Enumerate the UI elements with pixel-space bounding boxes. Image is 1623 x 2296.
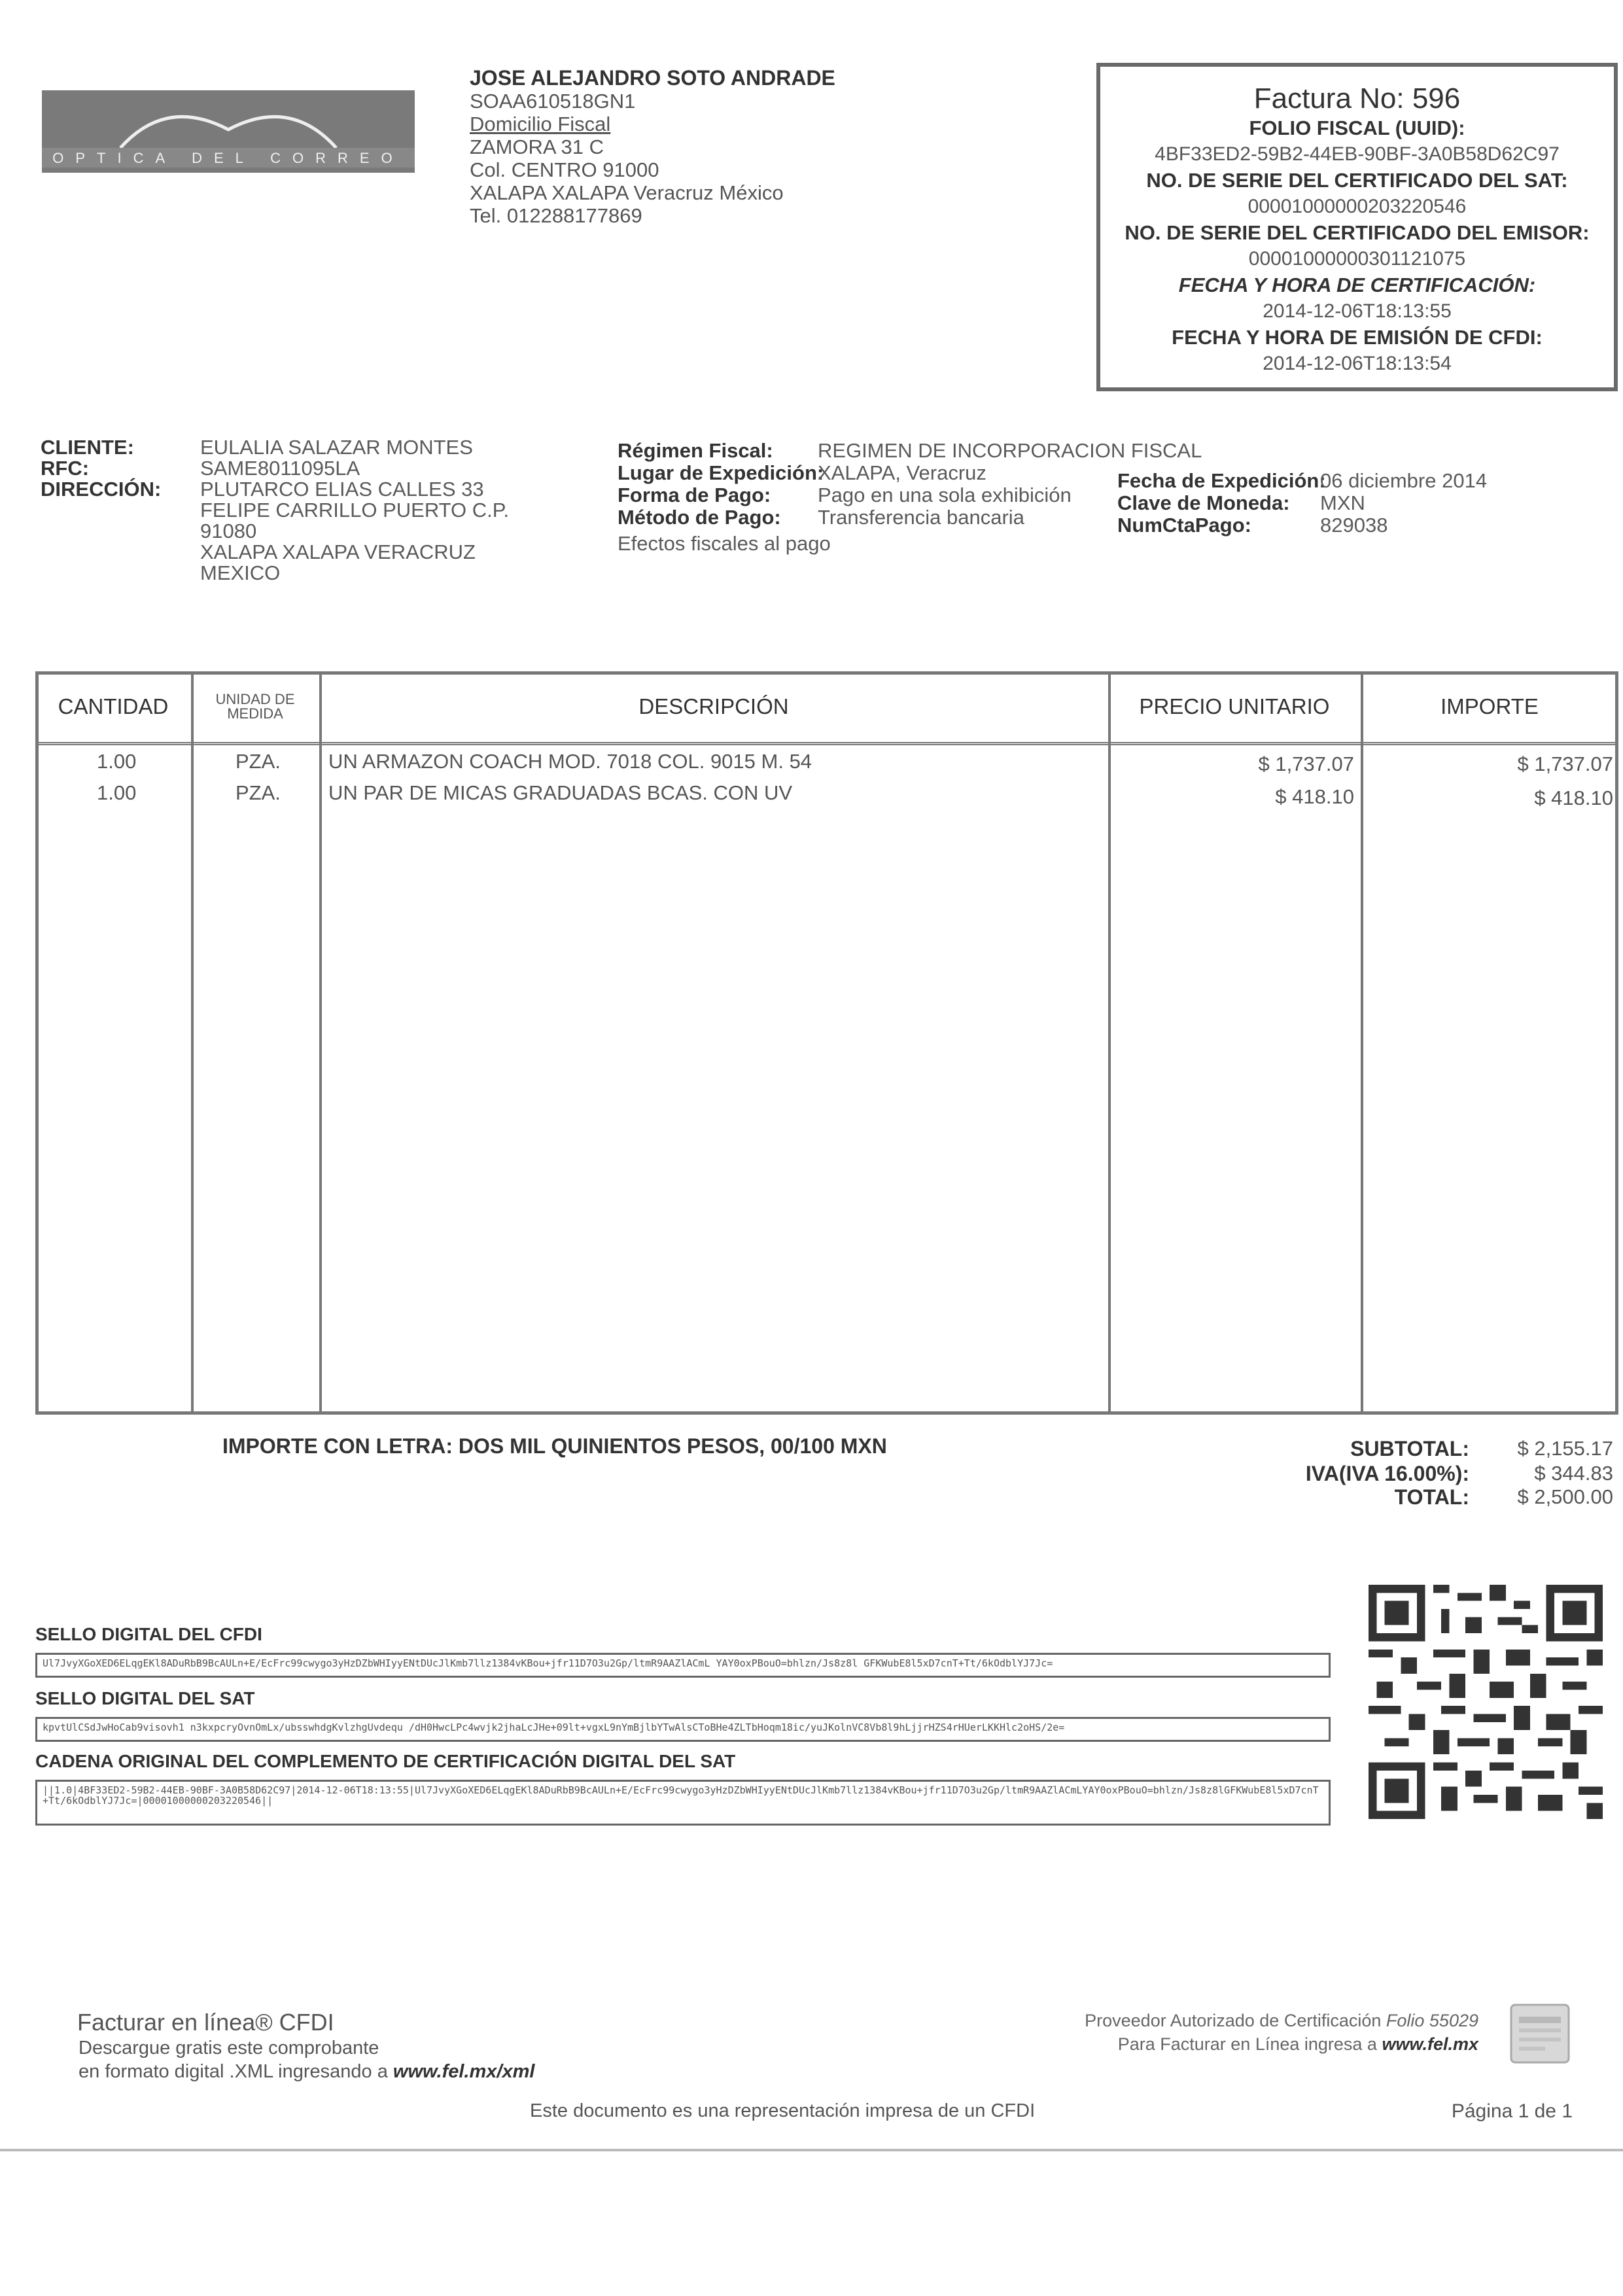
- cadena-box: ||1.0|4BF33ED2-59B2-44EB-90BF-3A0B58D62C97|2014-12-06T18:13:55|Ul7JvyXGoXED6ELqgEKl8ADuRbB9BcAULn+E/EcFrc99cwygo3yHzDZbWHIyyENtDUcJlKmb7llz1384vKBou+jfr11D7O3u2Gp/ltmR9AAZlACmLYAY0oxPBouO=bhlzn/Js8z8lGFKWubE8l5xD7cnT+Tt/6kOdblYJ7Jc=|00001000000203220546||: [35, 1780, 1331, 1826]
- footer-xml-link[interactable]: www.fel.mx/xml: [393, 2061, 535, 2082]
- cuenta-value: 829038: [1320, 514, 1388, 537]
- fecha-emision-value: 2014-12-06T18:13:54: [1263, 353, 1452, 374]
- footer-desc-line2: [79, 2060, 534, 2083]
- metodo-label: Método de Pago:: [618, 506, 781, 529]
- col-divider: [1361, 671, 1363, 1415]
- letra-value: DOS MIL QUINIENTOS PESOS, 00/100 MXN: [458, 1434, 887, 1458]
- letra-label: IMPORTE CON LETRA:: [222, 1434, 453, 1458]
- iva-value: $ 344.83: [1534, 1462, 1613, 1485]
- header-divider: [35, 742, 1618, 745]
- header-importe: IMPORTE: [1440, 694, 1539, 718]
- col-divider: [1108, 671, 1111, 1415]
- client-values: [200, 437, 509, 584]
- importe-letra: [222, 1434, 887, 1458]
- iva-label: IVA(IVA 16.00%):: [1305, 1462, 1469, 1485]
- fecha-cert-label: FECHA Y HORA DE CERTIFICACIÓN:: [1178, 274, 1536, 296]
- regimen-value: REGIMEN DE INCORPORACION FISCAL: [818, 439, 1202, 462]
- moneda-value: MXN: [1320, 491, 1365, 514]
- domicilio-label: Domicilio Fiscal: [470, 113, 611, 135]
- total-label: TOTAL:: [1394, 1485, 1469, 1509]
- folio-label: FOLIO FISCAL (UUID):: [1249, 116, 1465, 139]
- cliente-name: EULALIA SALAZAR MONTES: [200, 436, 473, 459]
- cert-sat-value: 00001000000203220546: [1248, 196, 1467, 217]
- subtotal-label: SUBTOTAL:: [1350, 1437, 1469, 1460]
- footer-brand: Facturar en línea® CFDI: [77, 2009, 334, 2036]
- issuer-block: [470, 67, 835, 227]
- provider-link[interactable]: www.fel.mx: [1382, 2034, 1478, 2054]
- row2-cantidad: 1.00: [97, 781, 137, 804]
- issuer-name: JOSE ALEJANDRO SOTO ANDRADE: [470, 66, 835, 90]
- client-dir-line2: FELIPE CARRILLO PUERTO C.P.: [200, 499, 510, 521]
- row1-cantidad: 1.00: [97, 750, 137, 773]
- row1-unidad: PZA.: [236, 750, 281, 773]
- subtotal-value: $ 2,155.17: [1517, 1437, 1613, 1460]
- client-dir-line4: XALAPA XALAPA VERACRUZ: [200, 540, 476, 563]
- direccion-label: DIRECCIÓN:: [41, 478, 162, 501]
- row1-precio: $ 1,737.07: [1258, 752, 1354, 775]
- fecha-exp-value: 06 diciembre 2014: [1320, 469, 1488, 492]
- page-number: Página 1 de 1: [1451, 2100, 1573, 2122]
- col-divider: [319, 671, 322, 1415]
- footer-desc-line1: Descargue gratis este comprobante: [79, 2038, 379, 2058]
- items-table: [35, 671, 1618, 1415]
- sello-sat-label: SELLO DIGITAL DEL SAT: [35, 1688, 255, 1708]
- footer-note: Este documento es una representación impresa de un CFDI: [530, 2100, 1036, 2121]
- provider-text2: Para Facturar en Línea ingresa a: [1117, 2034, 1382, 2054]
- footer-desc-text: en formato digital .XML ingresando a: [79, 2061, 393, 2082]
- header-unidad: UNIDAD DE MEDIDA: [215, 691, 295, 722]
- qr-code-icon: [1369, 1585, 1603, 1819]
- row1-descripcion: UN ARMAZON COACH MOD. 7018 COL. 9015 M. 54: [328, 750, 812, 773]
- sello-sat-box: kpvtUlCSdJwHoCab9visovh1 n3kxpcryOvnOmLx/ubsswhdgKvlzhgUvdequ /dH0HwcLPc4wvjk2jhaLcJHe+09lt+vgxL9nYmBjlbYTwAlsCToBHe4ZLTbHoqm18ic/yuJKolnVC8Vb8l9hLjjrHZS4rHUerLKKHlc2oHS/2e=: [35, 1717, 1331, 1742]
- client-rfc: SAME8011095LA: [200, 457, 360, 480]
- invoice-info-box: [1096, 63, 1618, 391]
- issuer-city: XALAPA XALAPA Veracruz México: [470, 181, 784, 204]
- provider-text: Proveedor Autorizado de Certificación: [1085, 2011, 1386, 2030]
- forma-label: Forma de Pago:: [618, 484, 771, 506]
- cliente-label: CLIENTE:: [41, 436, 134, 459]
- fecha-cert-value: 2014-12-06T18:13:55: [1263, 300, 1452, 322]
- cert-sat-label: NO. DE SERIE DEL CERTIFICADO DEL SAT:: [1146, 169, 1568, 192]
- issuer-tel: Tel. 012288177869: [470, 204, 642, 227]
- header-precio: PRECIO UNITARIO: [1139, 694, 1330, 718]
- sello-cfdi-label: SELLO DIGITAL DEL CFDI: [35, 1624, 262, 1644]
- client-dir-line5: MEXICO: [200, 561, 281, 584]
- efectos-text: Efectos fiscales al pago: [618, 532, 831, 555]
- lugar-label: Lugar de Expedición:: [618, 461, 824, 484]
- client-labels: [41, 437, 161, 500]
- row2-descripcion: UN PAR DE MICAS GRADUADAS BCAS. CON UV: [328, 781, 793, 804]
- logo-text: OPTICA DEL CORREO: [52, 150, 404, 166]
- metodo-value: Transferencia bancaria: [818, 506, 1024, 529]
- invoice-title: Factura No: 596: [1253, 82, 1461, 115]
- footer-provider-line1: [981, 2009, 1478, 2032]
- fecha-exp-label: Fecha de Expedición:: [1117, 469, 1326, 492]
- row2-importe: $ 418.10: [1534, 786, 1613, 809]
- moneda-label: Clave de Moneda:: [1117, 491, 1290, 514]
- cadena-label: CADENA ORIGINAL DEL COMPLEMENTO DE CERTIFICACIÓN DIGITAL DEL SAT: [35, 1751, 736, 1771]
- cert-emisor-value: 00001000000301121075: [1248, 248, 1466, 270]
- sat-seal-icon: [1509, 2002, 1571, 2065]
- client-dir-line1: PLUTARCO ELIAS CALLES 33: [200, 478, 484, 501]
- lugar-value: XALAPA, Veracruz: [818, 461, 986, 484]
- client-dir-line3: 91080: [200, 520, 257, 542]
- issuer-colonia: Col. CENTRO 91000: [470, 158, 659, 181]
- footer-provider-line2: [981, 2032, 1478, 2056]
- sello-cfdi-box: Ul7JvyXGoXED6ELqgEKl8ADuRbB9BcAULn+E/EcFrc99cwygo3yHzDZbWHIyyENtDUcJlKmb7llz1384vKBou+jfr11D7O3u2Gp/ltmR9AAZlACmL YAY0oxPBouO=bhlzn/Js8z8l GFKWubE8l5xD7cnT+Tt/6kOdblYJ7Jc=: [35, 1653, 1331, 1678]
- cert-emisor-label: NO. DE SERIE DEL CERTIFICADO DEL EMISOR:: [1125, 221, 1590, 244]
- issuer-street: ZAMORA 31 C: [470, 135, 604, 158]
- footer-provider: [981, 2009, 1478, 2056]
- rfc-label: RFC:: [41, 457, 90, 480]
- col-divider: [191, 671, 194, 1415]
- fecha-emision-label: FECHA Y HORA DE EMISIÓN DE CFDI:: [1172, 326, 1543, 349]
- fiscal-values-right: [1320, 470, 1487, 537]
- forma-value: Pago en una sola exhibición: [818, 484, 1072, 506]
- row2-unidad: PZA.: [236, 781, 281, 804]
- regimen-label: Régimen Fiscal:: [618, 439, 773, 462]
- issuer-rfc: SOAA610518GN1: [470, 90, 636, 113]
- cuenta-label: NumCtaPago:: [1117, 514, 1251, 537]
- header-descripcion: DESCRIPCIÓN: [638, 694, 789, 718]
- total-value: $ 2,500.00: [1517, 1485, 1613, 1508]
- fiscal-labels-right: [1117, 470, 1326, 537]
- scan-edge-line: [0, 2149, 1623, 2151]
- fiscal-labels: [618, 440, 831, 555]
- row1-importe: $ 1,737.07: [1517, 752, 1613, 775]
- company-logo: [42, 90, 415, 173]
- row2-precio: $ 418.10: [1275, 785, 1354, 808]
- provider-folio: Folio 55029: [1386, 2011, 1478, 2030]
- header-cantidad: CANTIDAD: [58, 694, 169, 718]
- footer-description: [79, 2036, 534, 2083]
- folio-value: 4BF33ED2-59B2-44EB-90BF-3A0B58D62C97: [1155, 143, 1560, 165]
